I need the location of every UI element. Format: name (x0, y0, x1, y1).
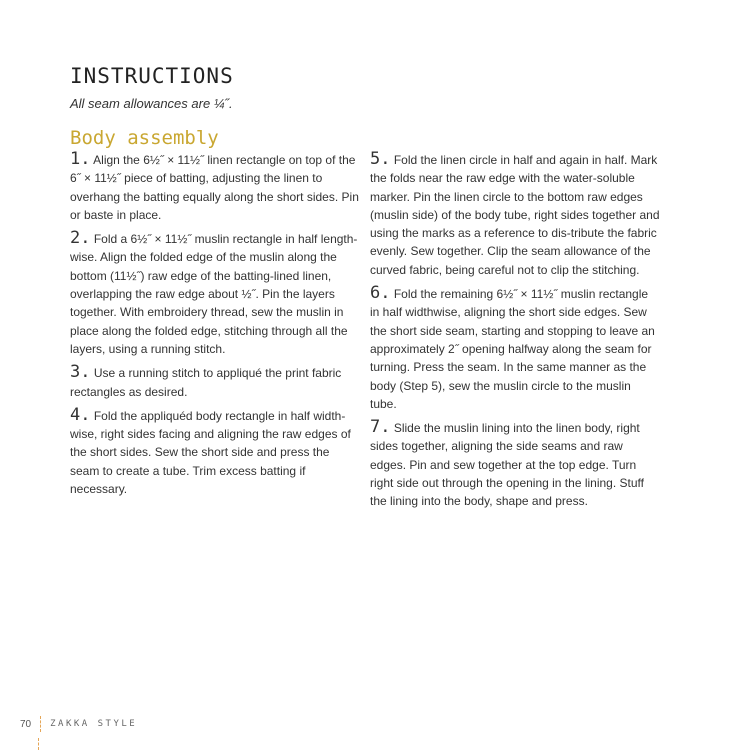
step-text: Fold the appliquéd body rectangle in half width-wise, right sides facing and aligning the raw edges of the short sides. Sew the short side and press the seam to create a tube. Trim excess batting if necessary. (70, 408, 351, 497)
step-text: Slide the muslin lining into the linen body, right sides together, aligning the side seams and raw edges. Pin and sew together at the top edge. Turn right side out through the opening in the lining. Stuff the lining into the body, shape and press. (370, 421, 644, 509)
step-number: 7. (370, 417, 391, 438)
page-title: INSTRUCTIONS (70, 64, 234, 88)
step-text: Fold the remaining 6½˝ × 11½˝ muslin rectangle in half widthwise, aligning the short side edges. Sew the short side seam, starting and stopping to leave an approximately 2˝ opening halfway along the seam for turning. Press the seam. In the same manner as the body (Step 5), sew the muslin circle to the muslin tube. (370, 287, 655, 411)
page-number: 70 (20, 718, 32, 730)
step-7 (370, 418, 660, 510)
seam-allowance-note: All seam allowances are ¼˝. (70, 96, 233, 111)
folio-tick-mark (38, 738, 39, 750)
step-2 (70, 229, 360, 358)
page-footer (20, 716, 137, 732)
section-heading: Body assembly (70, 127, 219, 149)
step-3 (70, 363, 360, 401)
step-number: 1. (70, 149, 91, 169)
step-text: Align the 6½˝ × 11½˝ linen rectangle on top of the 6˝ × 11½˝ piece of batting, adjusting the linen to overhang the batting equally along the short sides. Pin or baste in place. (70, 153, 359, 222)
step-text: Use a running stitch to appliqué the print fabric rectangles as desired. (70, 366, 342, 399)
step-text: Fold the linen circle in half and again in half. Mark the folds near the raw edge with the water-soluble marker. Pin the linen circle to the bottom raw edges (muslin side) of the body tube, right sides together and using the marks as a reference to dis-tribute the fabric evenly. Sew together. Clip the seam allowance of the curved fabric, being careful not to clip the stitching. (370, 153, 660, 277)
step-number: 3. (70, 362, 91, 383)
step-number: 2. (70, 228, 91, 249)
step-text: Fold a 6½˝ × 11½˝ muslin rectangle in half length-wise. Align the folded edge of the muslin along the bottom (11½˝) raw edge of the batting-lined linen, overlapping the raw edge about ½˝. Pin the layers together. With embroidery thread, sew the muslin in place along the folded edge, stitching through all the layers, using a running stitch. (70, 232, 358, 356)
step-number: 6. (370, 283, 391, 304)
step-5 (370, 150, 660, 279)
right-column (370, 150, 660, 516)
step-1 (70, 150, 360, 224)
left-column (70, 150, 360, 503)
running-title: ZAKKA STYLE (50, 719, 138, 729)
step-4 (70, 406, 360, 498)
folio-divider (40, 716, 41, 732)
step-6 (370, 284, 660, 413)
step-number: 4. (70, 404, 91, 425)
step-number: 5. (370, 149, 391, 169)
